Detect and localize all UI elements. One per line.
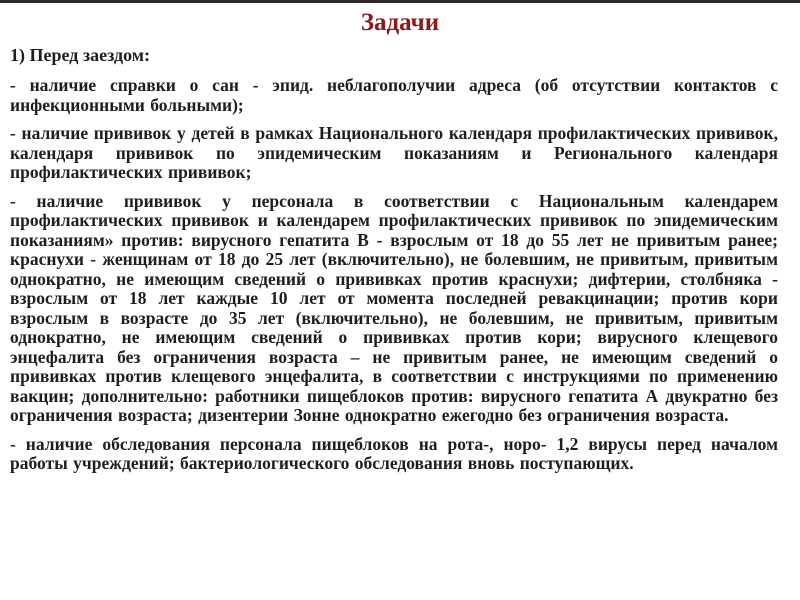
task-list: [10, 76, 778, 474]
task-paragraph-certificate: - наличие справки о сан - эпид. неблагополучии адреса (об отсутствии контактов с инфекционными больными);: [10, 75, 778, 115]
slide-title: Задачи: [360, 9, 440, 36]
task-paragraph-child-vaccinations: - наличие прививок у детей в рамках Национального календаря профилактических прививок, календаря прививок по эпидемическим показаниям и Регионального календаря профилактических прививок;: [10, 123, 778, 182]
task-paragraph-staff-vaccinations: - наличие прививок у персонала в соответствии с Национальным календарем профилактических прививок и календарем профилактических прививок по эпидемическим показаниям» против: вирусного гепатита В - взрослым от 18 до 55 лет не привитым ранее; краснухи - женщинам от 18 до 25 лет (включительно), не болевшим, не привитым, привитым однократно, не имеющим сведений о прививках против краснухи; дифтерии, столбняка - взрослым от 18 лет каждые 10 лет от момента последней ревакцинации; против кори взрослым в возрасте до 35 лет (включительно), не болевшим, не привитым, привитым однократно, не имеющим сведений о прививках против кори; вирусного клещевого энцефалита без ограничения возраста – не привитым ранее, не имеющим сведений о прививках против клещевого энцефалита, в соответствии с инструкциями по применению вакцин; дополнительно: работники пищеблоков против: вирусного гепатита А двукратно без ограничения возраста; дизентерии Зонне однократно ежегодно без ограничения возраста.: [10, 190, 778, 425]
top-divider: [0, 0, 800, 3]
task-paragraph-staff-examination: - наличие обследования персонала пищеблоков на рота-, норо- 1,2 вирусы перед началом работы учреждений; бактериологического обследования вновь поступающих.: [10, 433, 778, 473]
section-heading: 1) Перед заездом:: [10, 45, 151, 65]
